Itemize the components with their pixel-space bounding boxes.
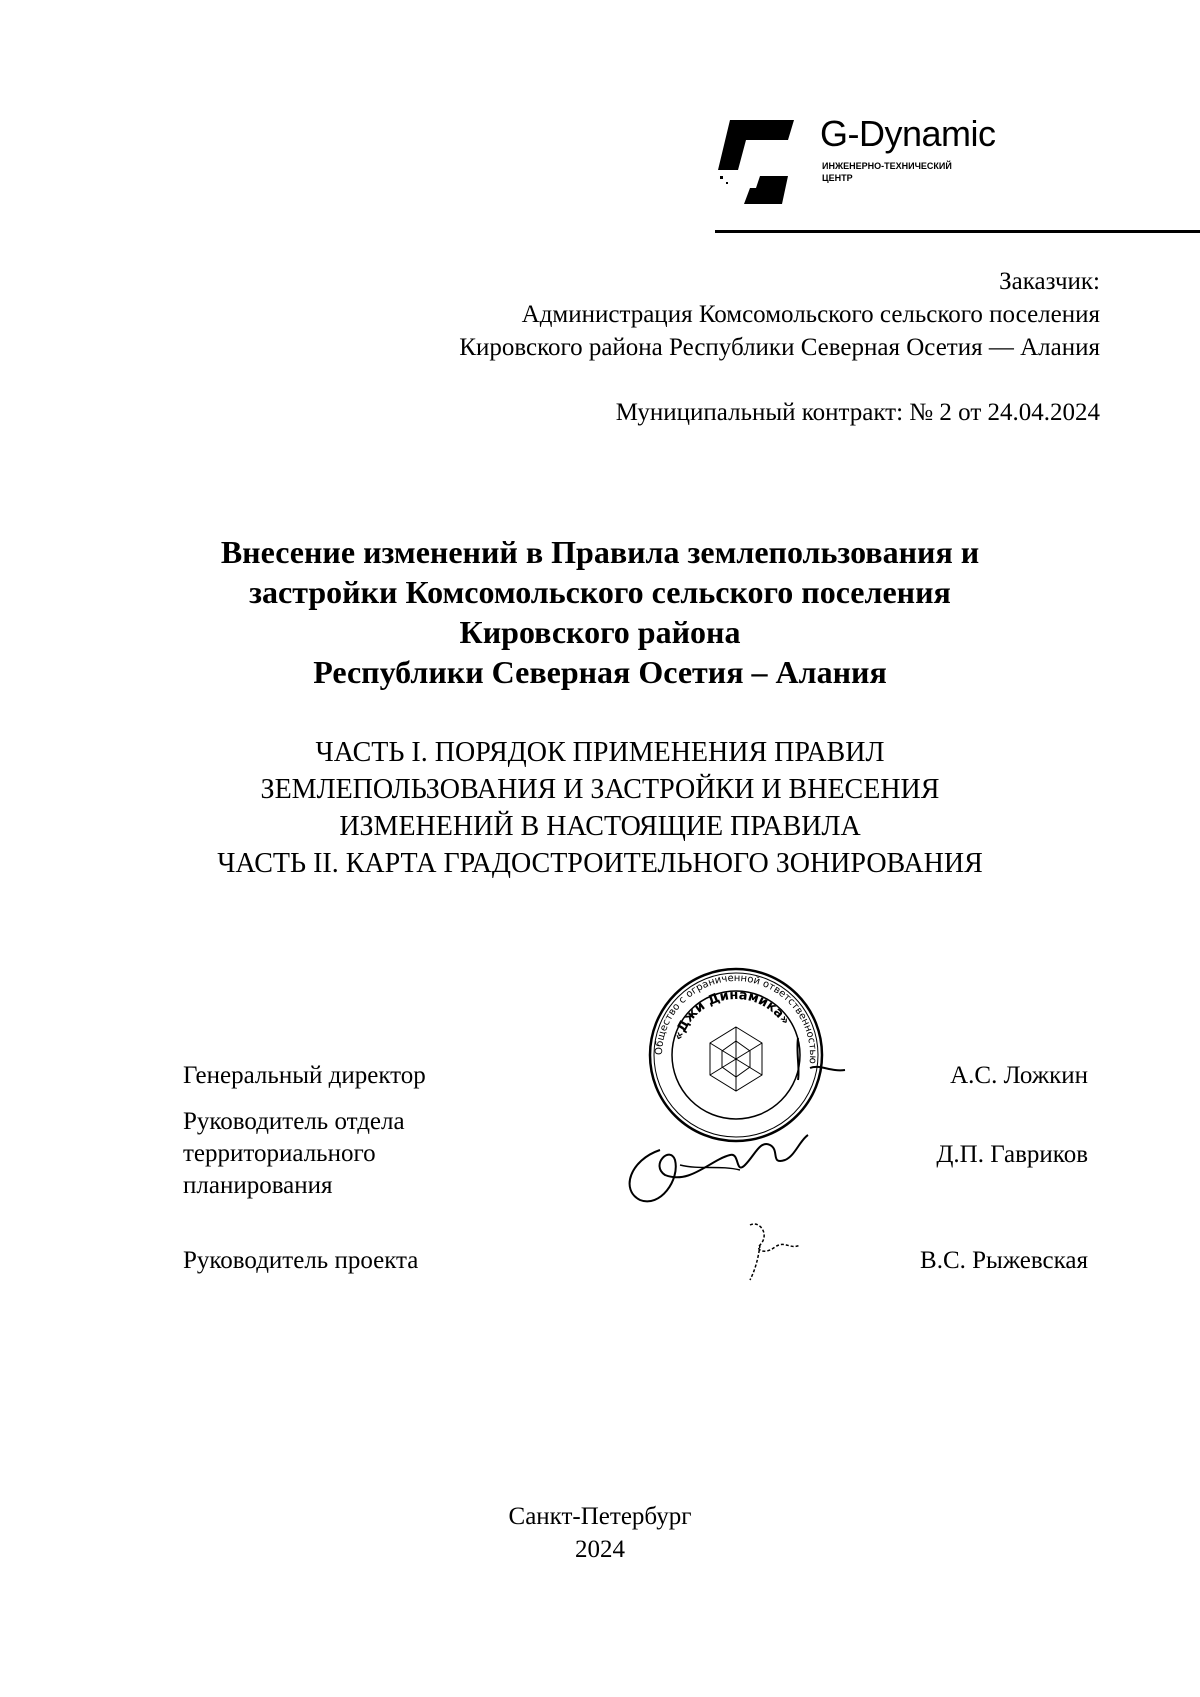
signatory-role-department-head [183, 1106, 405, 1202]
footer-year: 2024 [575, 1536, 625, 1563]
seal-outer-text: Общество с ограниченной ответственностью [653, 972, 819, 1065]
title-line4: Республики Северная Осетия – Алания [313, 654, 887, 690]
signature-project-manager-icon [730, 1215, 815, 1285]
parts-line2: ЗЕМЛЕПОЛЬЗОВАНИЯ И ЗАСТРОЙКИ И ВНЕСЕНИЯ [260, 774, 940, 805]
document-title [140, 532, 1060, 692]
document-parts [140, 734, 1060, 882]
customer-block [459, 265, 1100, 364]
role-line: Руководитель проекта [183, 1247, 419, 1274]
contract-info: Муниципальный контракт: № 2 от 24.04.2024 [615, 399, 1100, 426]
title-line1: Внесение изменений в Правила землепользования и [220, 534, 980, 570]
parts-line1: ЧАСТЬ I. ПОРЯДОК ПРИМЕНЕНИЯ ПРАВИЛ [315, 737, 885, 768]
title-line2: застройки Комсомольского сельского поселения [249, 574, 951, 610]
logo-subtitle-line1: ИНЖЕНЕРНО-ТЕХНИЧЕСКИЙ [822, 161, 952, 171]
header-divider [715, 230, 1200, 233]
logo-subtitle [822, 160, 1022, 184]
customer-label: Заказчик: [999, 268, 1100, 295]
customer-line2: Кировского района Республики Северная Осетия — Алания [459, 334, 1100, 361]
signatory-role-project-manager [183, 1245, 418, 1277]
parts-line4: ЧАСТЬ II. КАРТА ГРАДОСТРОИТЕЛЬНОГО ЗОНИРОВАНИЯ [217, 848, 983, 879]
signatory-name-director: А.С. Ложкин [950, 1062, 1088, 1089]
role-line: Генеральный директор [183, 1062, 426, 1089]
logo-company-name: G-Dynamic [820, 113, 996, 154]
role-line: планирования [183, 1172, 333, 1199]
title-line3: Кировского района [459, 614, 741, 650]
footer-city: Санкт-Петербург [508, 1503, 692, 1530]
logo-subtitle-line2: ЦЕНТР [822, 173, 853, 183]
customer-line1: Администрация Комсомольского сельского поселения [521, 301, 1100, 328]
seal-inner-text: «Джи Динамика» [671, 987, 793, 1043]
role-line: территориального [183, 1140, 376, 1167]
signature-director-icon [790, 1028, 850, 1088]
signatory-name-project-manager: В.С. Рыжевская [920, 1247, 1088, 1274]
signatory-role-director [183, 1060, 426, 1092]
company-logo-icon [716, 118, 808, 210]
signature-department-head-icon [620, 1120, 815, 1210]
role-line: Руководитель отдела [183, 1108, 405, 1135]
footer [400, 1500, 800, 1566]
signatory-name-department-head: Д.П. Гавриков [936, 1141, 1088, 1168]
parts-line3: ИЗМЕНЕНИЙ В НАСТОЯЩИЕ ПРАВИЛА [339, 811, 861, 842]
